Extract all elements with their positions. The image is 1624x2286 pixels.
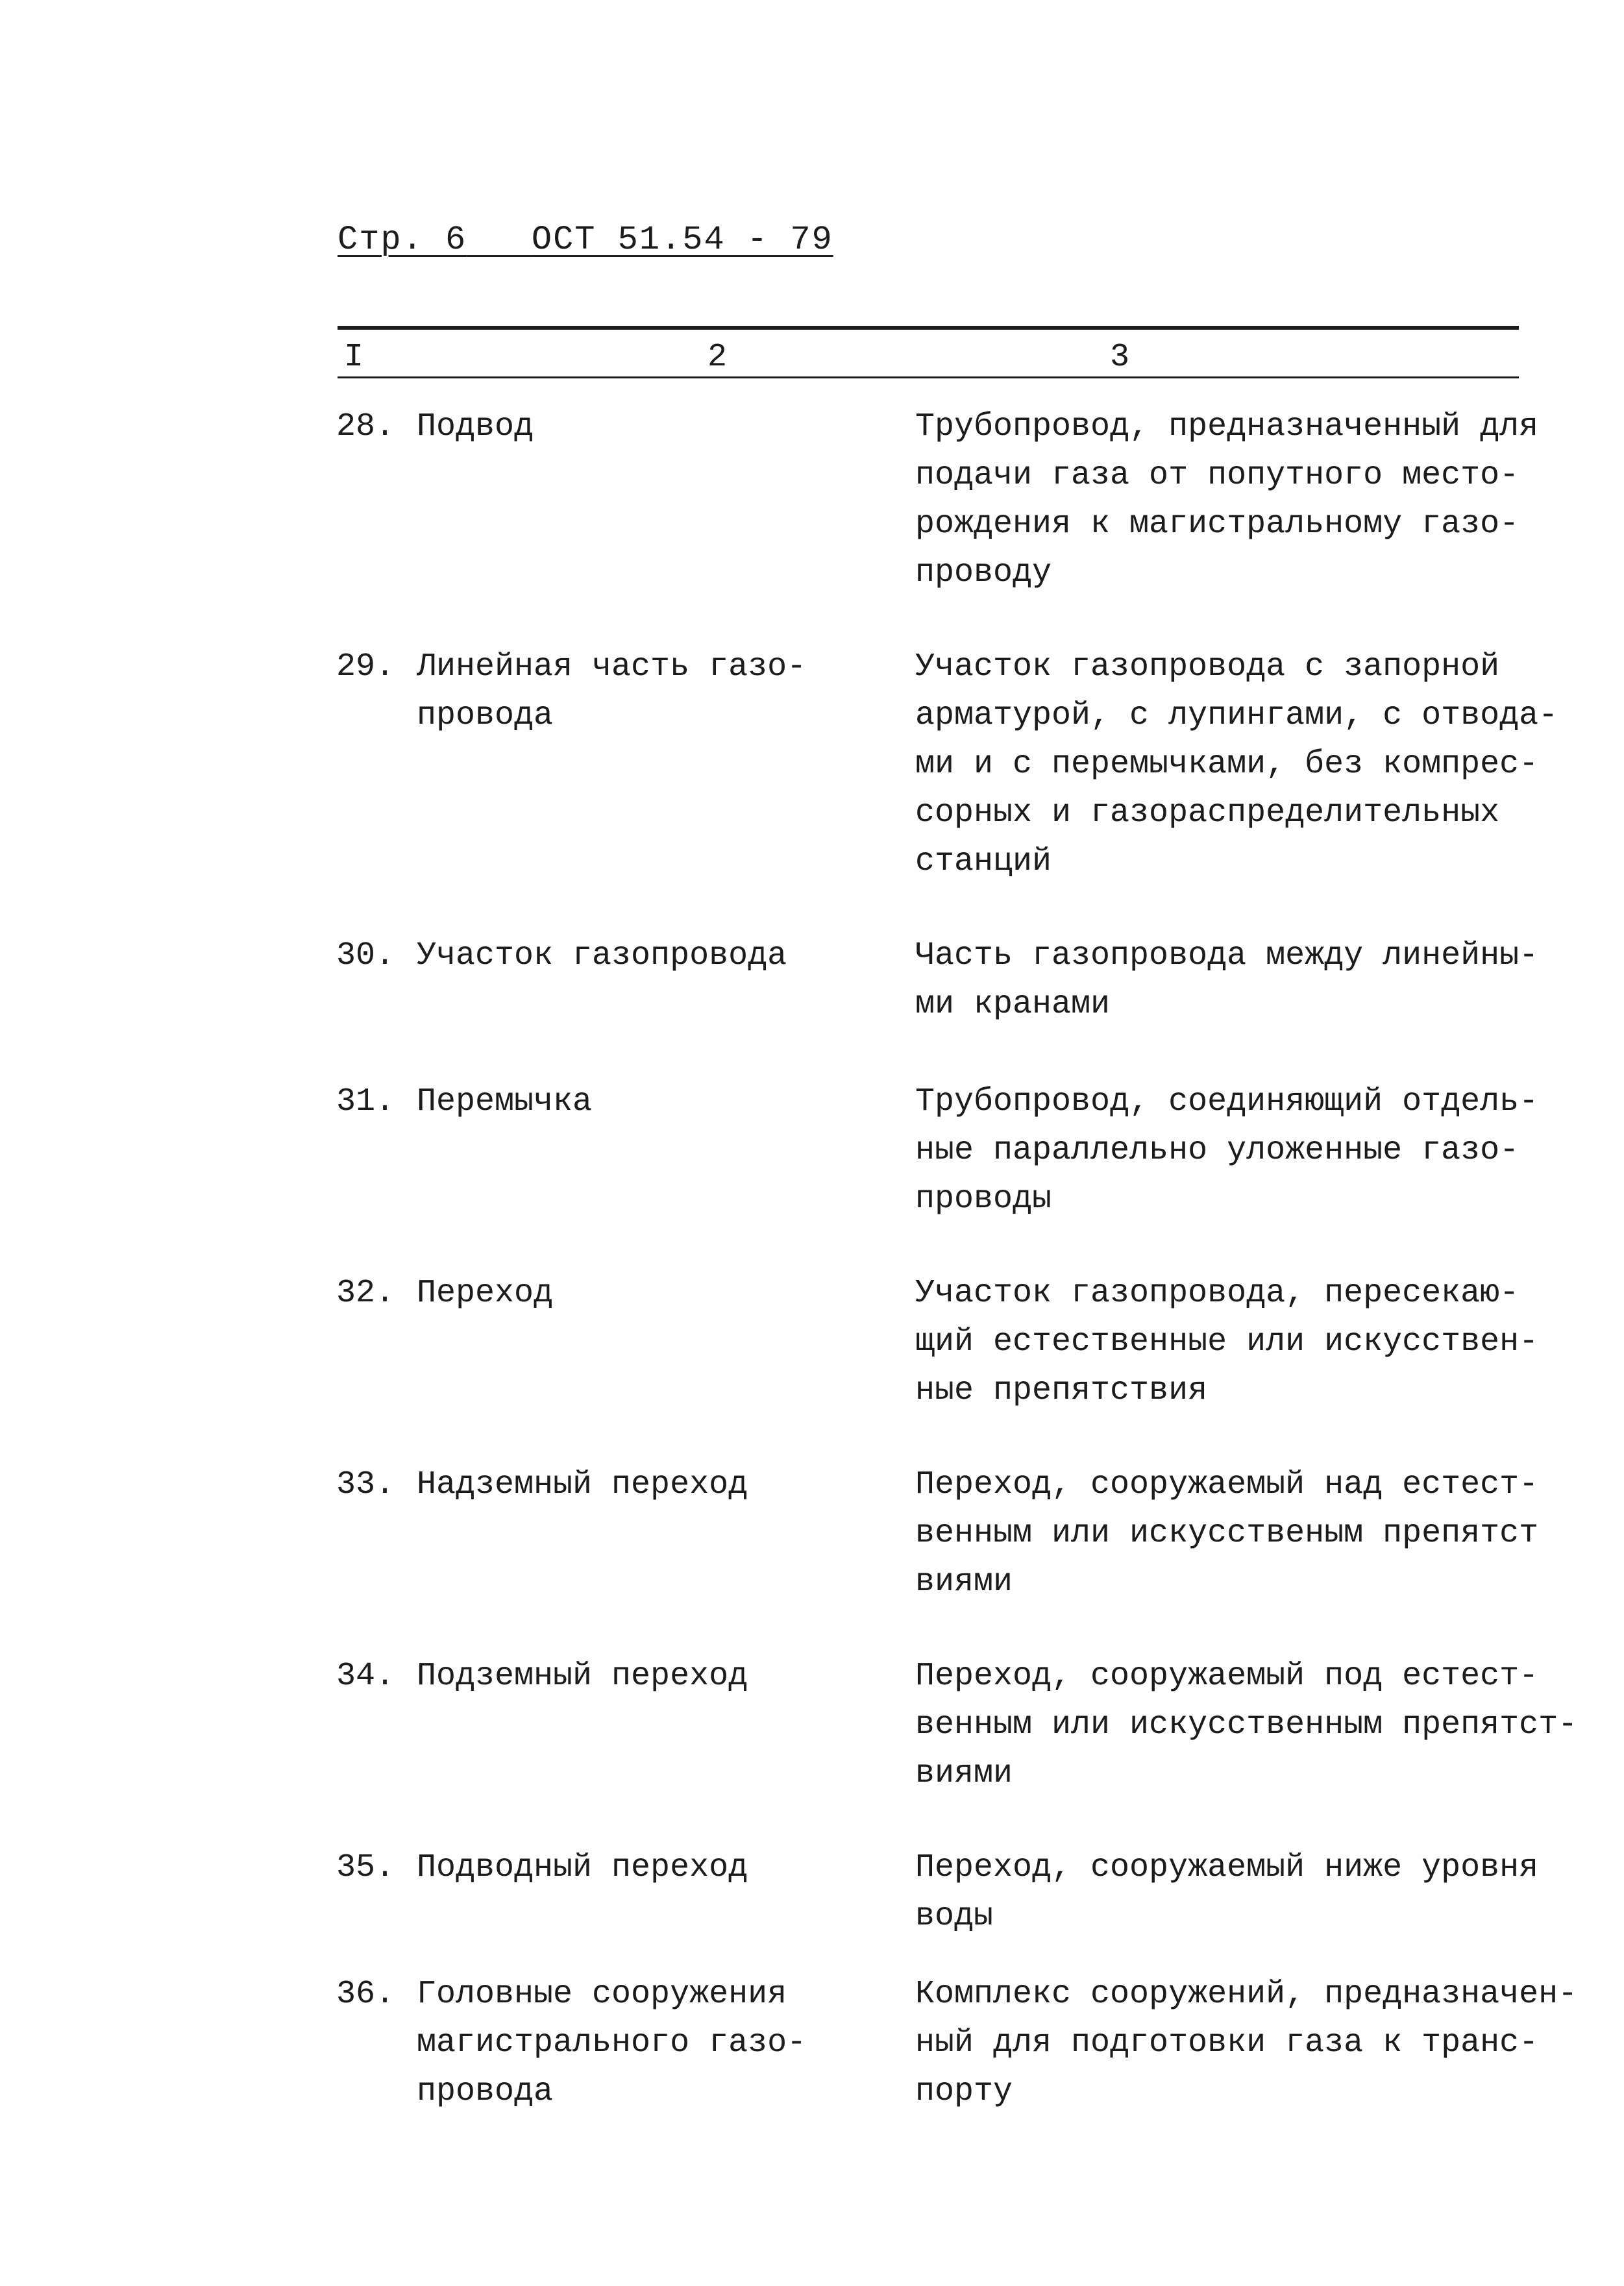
term-number: 31. xyxy=(336,1083,395,1120)
definition-line: виями xyxy=(915,1564,1013,1601)
column-number-2: 2 xyxy=(707,339,728,376)
standard-designation: ОСТ 51.54 - 79 xyxy=(531,221,833,259)
glossary-entry xyxy=(336,643,1569,886)
term-cell xyxy=(336,1077,915,1223)
term-text: Подводный переход xyxy=(417,1849,748,1886)
column-number-row xyxy=(338,339,1519,378)
page-header xyxy=(338,221,833,259)
glossary-entries xyxy=(336,402,1578,2116)
definition-cell xyxy=(915,1843,1564,1941)
definition-line: ми кранами xyxy=(915,986,1111,1023)
glossary-entry xyxy=(336,1460,1569,1606)
definition-line: виями xyxy=(915,1755,1013,1792)
definition-line: Переход, сооружаемый под естест- xyxy=(915,1658,1539,1695)
term-cell xyxy=(336,931,915,1029)
definition-line: ми и с перемычками, без компрес- xyxy=(915,746,1539,783)
term-cell xyxy=(336,402,915,597)
definition-cell xyxy=(915,931,1564,1029)
definition-cell xyxy=(915,1652,1578,1798)
definition-line: ные препятствия xyxy=(915,1372,1208,1409)
column-number-rule xyxy=(338,376,1519,378)
definition-line: щий естественные или искусствен- xyxy=(915,1323,1539,1360)
term-number: 36. xyxy=(336,1976,395,2013)
term-text: Перемычка xyxy=(417,1083,593,1120)
term-text: Переход xyxy=(417,1275,554,1312)
definition-line: Переход, сооружаемый над естест- xyxy=(915,1466,1539,1503)
term-text: Участок газопровода xyxy=(417,937,787,974)
term-cell xyxy=(336,1269,915,1415)
column-number-3: 3 xyxy=(1110,339,1130,376)
term-number: 29. xyxy=(336,648,395,685)
term-number: 28. xyxy=(336,408,395,445)
definition-line: порту xyxy=(915,2073,1013,2110)
definition-line: сорных и газораспределительных xyxy=(915,794,1500,831)
term-cell xyxy=(336,643,915,886)
term-text: Подземный переход xyxy=(417,1658,748,1695)
glossary-entry xyxy=(336,931,1569,1029)
table-top-rule xyxy=(338,326,1519,330)
term-text: Надземный переход xyxy=(417,1466,748,1503)
definition-line: подачи газа от попутного место- xyxy=(915,457,1519,494)
definition-line: Участок газопровода с запорной xyxy=(915,648,1500,685)
term-cell xyxy=(336,1970,915,2116)
definition-line: проводу xyxy=(915,554,1052,591)
definition-line: Переход, сооружаемый ниже уровня xyxy=(915,1849,1539,1886)
term-number: 30. xyxy=(336,937,395,974)
term-cell xyxy=(336,1460,915,1606)
term-text: Головные сооружения магистрального газо- провода xyxy=(417,1976,807,2110)
definition-line: станций xyxy=(915,843,1052,880)
glossary-entry xyxy=(336,1269,1569,1415)
definition-cell xyxy=(915,1077,1564,1223)
term-text: Подвод xyxy=(417,408,534,445)
definition-line: Комплекс сооружений, предназначен- xyxy=(915,1976,1578,2013)
definition-line: венным или искусственным препятст- xyxy=(915,1706,1578,1743)
definition-line: ный для подготовки газа к транс- xyxy=(915,2024,1539,2061)
glossary-entry xyxy=(336,1652,1578,1798)
definition-cell xyxy=(915,402,1564,597)
term-cell xyxy=(336,1652,915,1798)
page-number-label: Стр. 6 xyxy=(338,221,467,259)
column-number-1: I xyxy=(344,339,364,376)
definition-line: Трубопровод, предназначенный для xyxy=(915,408,1539,445)
term-cell xyxy=(336,1843,915,1941)
term-number: 34. xyxy=(336,1658,395,1695)
term-number: 32. xyxy=(336,1275,395,1312)
term-text: Линейная часть газо- провода xyxy=(417,648,807,734)
definition-line: воды xyxy=(915,1898,994,1935)
definition-line: венным или искусственым препятст xyxy=(915,1515,1539,1552)
definition-line: ные параллельно уложенные газо- xyxy=(915,1132,1519,1169)
definition-cell xyxy=(915,643,1564,886)
definition-cell xyxy=(915,1269,1564,1415)
definition-line: арматурой, с лупингами, с отвода- xyxy=(915,697,1558,734)
glossary-entry xyxy=(336,1970,1578,2116)
glossary-entry xyxy=(336,1843,1569,1941)
term-number: 33. xyxy=(336,1466,395,1503)
definition-cell xyxy=(915,1970,1578,2116)
glossary-entry xyxy=(336,402,1569,597)
definition-line: Трубопровод, соединяющий отдель- xyxy=(915,1083,1539,1120)
definition-line: Участок газопровода, пересекаю- xyxy=(915,1275,1519,1312)
term-number: 35. xyxy=(336,1849,395,1886)
definition-line: Часть газопровода между линейны- xyxy=(915,937,1539,974)
definition-cell xyxy=(915,1460,1564,1606)
glossary-entry xyxy=(336,1077,1569,1223)
definition-line: проводы xyxy=(915,1181,1052,1218)
definition-line: рождения к магистральному газо- xyxy=(915,506,1519,543)
